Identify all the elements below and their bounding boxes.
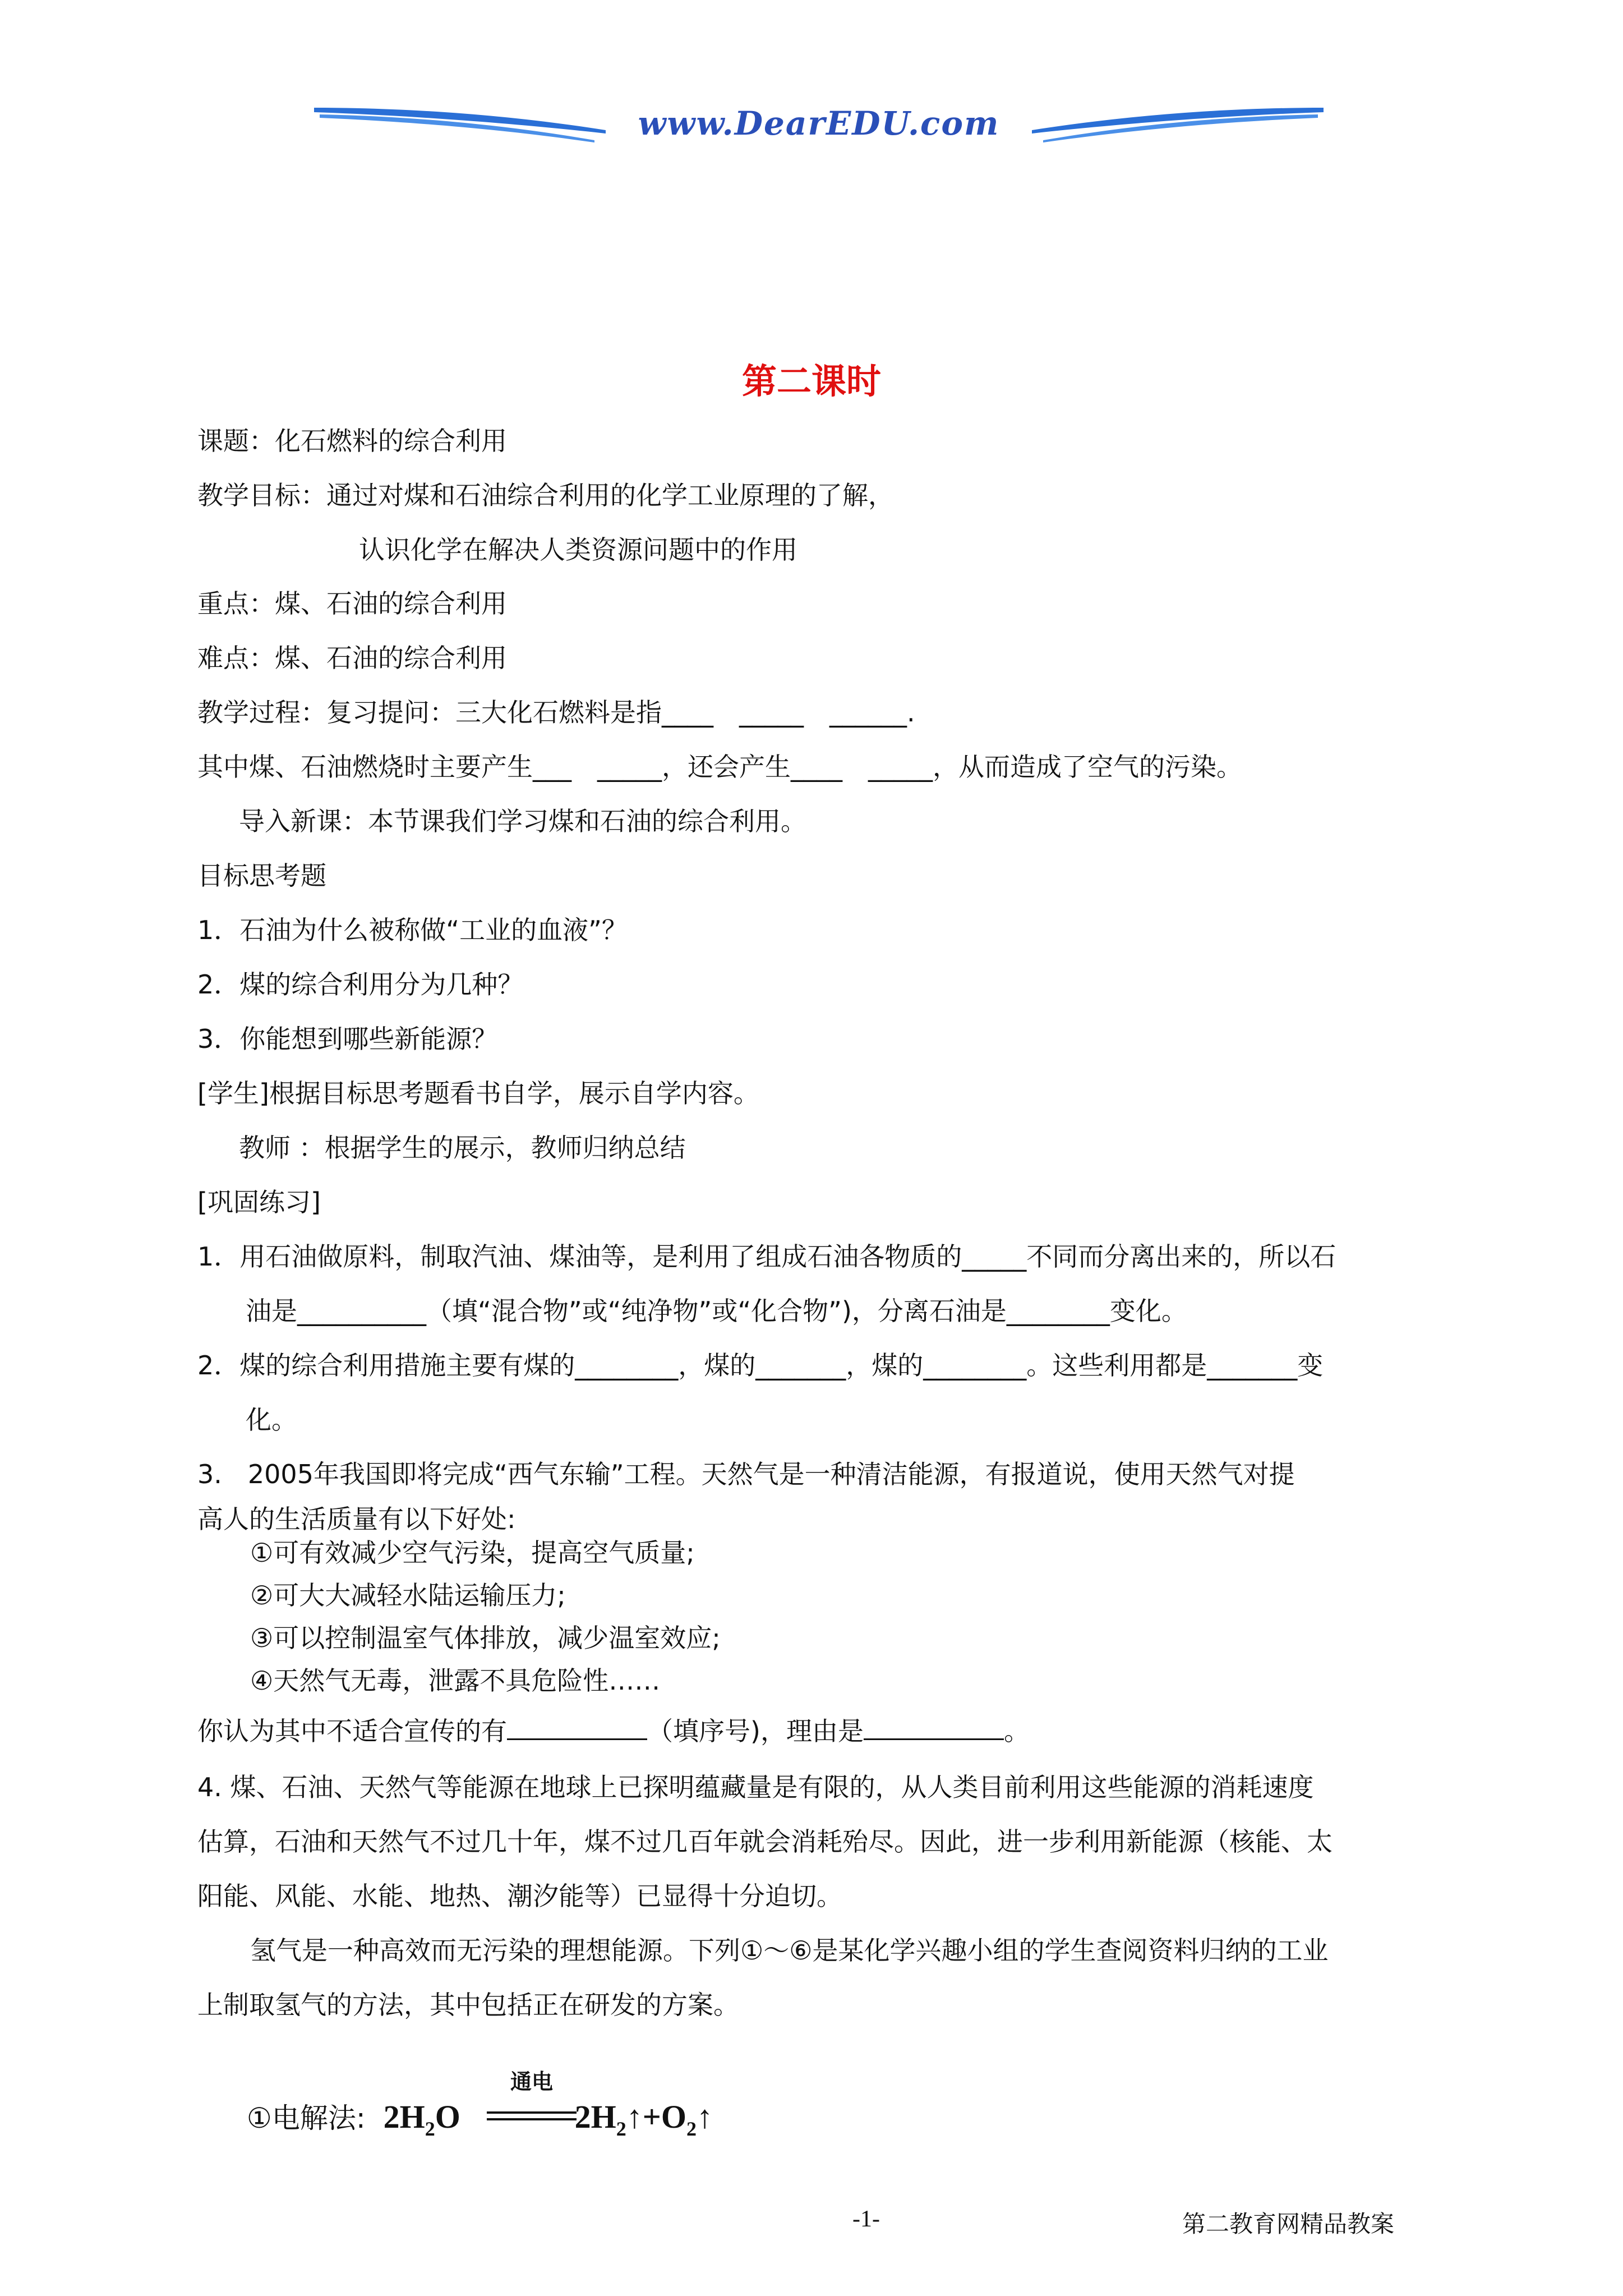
equals-bar-top [487, 2111, 577, 2114]
practice-3-line-a: 3. 2005年我国即将完成“西气东输”工程。天然气是一种清洁能源，有报道说，使用天然气对提 [197, 1459, 1295, 1489]
produce-line: 其中煤、石油燃烧时主要产生___ _____，还会产生____ _____，从而造成了空气的污染。 [197, 752, 1242, 782]
footer-source: 第二教育网精品教案 [1182, 2212, 1395, 2238]
practice-2-line-a: 2．煤的综合利用措施主要有煤的________，煤的_______，煤的________。这些利用都是_______变 [197, 1350, 1324, 1381]
question-1: 1．石油为什么被称做“工业的血液”？ [197, 915, 628, 945]
answer-blank-1 [507, 1716, 647, 1740]
banner-logo-text: www.DearEDU.com [638, 104, 1000, 142]
question-2: 2．煤的综合利用分为几种？ [197, 969, 524, 1000]
reaction-condition: 通电 [510, 2069, 553, 2094]
benefit-1: ①可有效减少空气污染，提高空气质量; [250, 1538, 695, 1568]
practice-3-question-line [197, 1715, 1030, 1747]
product-hydrogen: $2H_2↑+O_2↑$ [574, 2099, 713, 2140]
practice-heading: [巩固练习] [197, 1187, 321, 1217]
teacher-line: 教师 ：根据学生的展示，教师归纳总结 [239, 1133, 686, 1163]
goal-line-1: 教学目标：通过对煤和石油综合利用的化学工业原理的了解， [197, 480, 894, 510]
question-text-c: 。 [1003, 1716, 1030, 1746]
page-title: 第二课时 [741, 361, 881, 402]
process-line: 教学过程：复习提问：三大化石燃料是指____ _____ ______. [197, 697, 915, 728]
practice-1-line-b: 油是__________（填“混合物”或“纯净物”或“化合物”)，分离石油是________变化。 [246, 1296, 1187, 1326]
difficulty-line: 难点：煤、石油的综合利用 [197, 643, 507, 673]
answer-blank-2 [864, 1716, 1004, 1740]
reactant-water: $2H_2O$ [383, 2099, 460, 2140]
header-banner [314, 95, 1324, 157]
question-text-a: 你认为其中不适合宣传的有 [197, 1716, 507, 1746]
practice-2-line-b: 化。 [246, 1405, 297, 1435]
question-text-b: （填序号)，理由是 [647, 1716, 864, 1746]
practice-3-line-b: 高人的生活质量有以下好处: [197, 1504, 516, 1534]
benefit-2: ②可大大减轻水陆运输压力; [250, 1580, 566, 1611]
practice-4-line-b: 估算，石油和天然气不过几十年，煤不过几百年就会消耗殆尽。因此，进一步利用新能源（核能、太 [197, 1826, 1332, 1857]
equals-bar-bottom [487, 2118, 577, 2120]
practice-4-line-c: 阳能、风能、水能、地热、潮汐能等）已显得十分迫切。 [197, 1881, 842, 1911]
equation-line [247, 2096, 713, 2140]
benefit-3: ③可以控制温室气体排放，减少温室效应; [250, 1623, 721, 1653]
topic-line: 课题：化石燃料的综合利用 [197, 426, 507, 456]
benefit-4: ④天然气无毒，泄露不具危险性…… [250, 1665, 661, 1696]
page-number: -1- [852, 2206, 880, 2232]
goal-line-2: 认识化学在解决人类资源问题中的作用 [359, 535, 797, 565]
questions-heading: 目标思考题 [197, 861, 326, 891]
practice-4-line-d: 氢气是一种高效而无污染的理想能源。下列①～⑥是某化学兴趣小组的学生查阅资料归纳的工业 [250, 1935, 1329, 1966]
electrolysis-equation [247, 2064, 808, 2143]
practice-4-line-a: 4. 煤、石油、天然气等能源在地球上已探明蕴藏量是有限的，从人类目前利用这些能源的消耗速度 [197, 1772, 1314, 1802]
equation-label: ①电解法: [247, 2102, 366, 2134]
question-3: 3．你能想到哪些新能源？ [197, 1024, 498, 1054]
key-point-line: 重点：煤、石油的综合利用 [197, 588, 507, 619]
practice-4-line-e: 上制取氢气的方法，其中包括正在研发的方案。 [197, 1990, 739, 2020]
practice-1-line-a: 1．用石油做原料，制取汽油、煤油等，是利用了组成石油各物质的_____不同而分离出来的，所以石 [197, 1241, 1336, 1272]
intro-line: 导入新课：本节课我们学习煤和石油的综合利用。 [239, 806, 806, 836]
student-line: [学生]根据目标思考题看书自学，展示自学内容。 [197, 1078, 759, 1108]
